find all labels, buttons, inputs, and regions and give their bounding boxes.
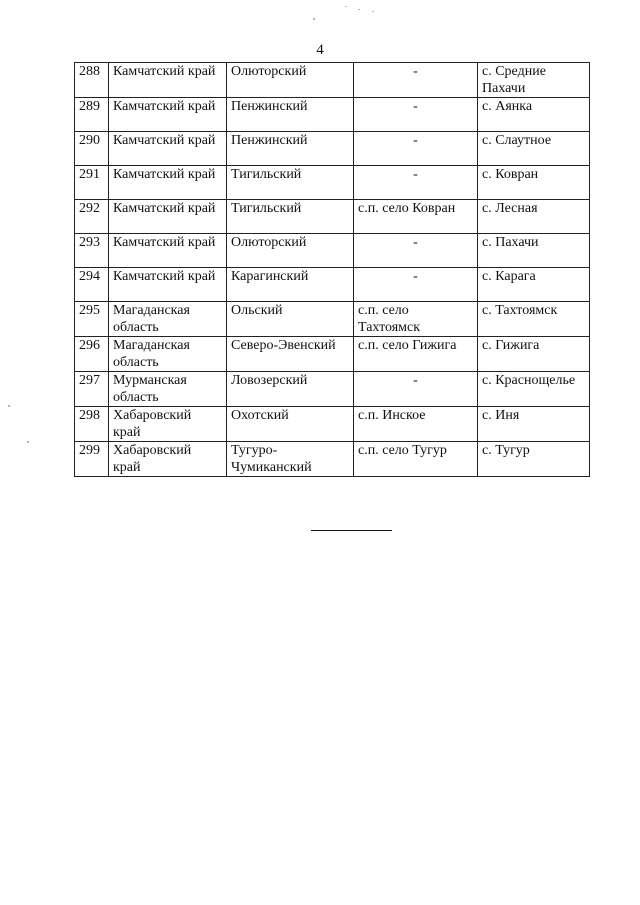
cell-number: 288: [75, 63, 109, 98]
cell-settlement: с. Гижига: [478, 337, 590, 372]
cell-settlement: с. Карага: [478, 268, 590, 302]
cell-settlement: с. Лесная: [478, 200, 590, 234]
cell-number: 297: [75, 372, 109, 407]
table-row: [75, 132, 590, 166]
cell-number: 289: [75, 98, 109, 132]
scan-speck: [372, 11, 374, 12]
scan-speck: [27, 441, 29, 443]
cell-number: 290: [75, 132, 109, 166]
cell-municipality: с.п. село Тугур: [354, 442, 478, 477]
cell-region: Камчатский край: [109, 234, 227, 268]
cell-region: Камчатский край: [109, 132, 227, 166]
table-row: [75, 200, 590, 234]
cell-municipality: -: [354, 98, 478, 132]
cell-district: Тигильский: [227, 166, 354, 200]
cell-region: Камчатский край: [109, 98, 227, 132]
cell-region: Камчатский край: [109, 268, 227, 302]
cell-municipality: -: [354, 268, 478, 302]
cell-settlement: с. Ковран: [478, 166, 590, 200]
cell-region: Камчатский край: [109, 166, 227, 200]
table-row: [75, 302, 590, 337]
cell-region: Магаданская область: [109, 302, 227, 337]
cell-district: Тигильский: [227, 200, 354, 234]
cell-district: Тугуро-Чумиканский: [227, 442, 354, 477]
cell-district: Пенжинский: [227, 132, 354, 166]
cell-municipality: с.п. село Тахтоямск: [354, 302, 478, 337]
cell-region: Мурманская область: [109, 372, 227, 407]
cell-district: Пенжинский: [227, 98, 354, 132]
cell-municipality: -: [354, 132, 478, 166]
cell-municipality: -: [354, 234, 478, 268]
cell-municipality: -: [354, 372, 478, 407]
table-row: [75, 234, 590, 268]
cell-municipality: с.п. село Ковран: [354, 200, 478, 234]
cell-region: Камчатский край: [109, 63, 227, 98]
end-of-document-rule: [311, 530, 392, 531]
cell-settlement: с. Пахачи: [478, 234, 590, 268]
cell-municipality: -: [354, 166, 478, 200]
table-row: [75, 442, 590, 477]
cell-number: 295: [75, 302, 109, 337]
cell-number: 299: [75, 442, 109, 477]
page-number: 4: [316, 42, 324, 58]
table-row: [75, 372, 590, 407]
cell-municipality: с.п. село Гижига: [354, 337, 478, 372]
cell-settlement: с. Иня: [478, 407, 590, 442]
cell-district: Ловозерский: [227, 372, 354, 407]
table-row: [75, 337, 590, 372]
table-row: [75, 63, 590, 98]
cell-district: Ольский: [227, 302, 354, 337]
scan-speck: [345, 6, 347, 7]
cell-settlement: с. Краснощелье: [478, 372, 590, 407]
table-row: [75, 98, 590, 132]
cell-municipality: с.п. Инское: [354, 407, 478, 442]
cell-district: Олюторский: [227, 234, 354, 268]
cell-settlement: с. Тугур: [478, 442, 590, 477]
cell-region: Камчатский край: [109, 200, 227, 234]
cell-region: Хабаровский край: [109, 407, 227, 442]
cell-number: 293: [75, 234, 109, 268]
table-row: [75, 407, 590, 442]
cell-municipality: -: [354, 63, 478, 98]
cell-region: Магаданская область: [109, 337, 227, 372]
cell-settlement: с. Тахтоямск: [478, 302, 590, 337]
cell-region: Хабаровский край: [109, 442, 227, 477]
scan-speck: [313, 18, 315, 20]
cell-number: 296: [75, 337, 109, 372]
cell-number: 298: [75, 407, 109, 442]
cell-district: Северо-Эвенский: [227, 337, 354, 372]
scan-speck: [8, 405, 10, 407]
table-row: [75, 268, 590, 302]
scan-speck: [358, 9, 360, 10]
table-body: [75, 63, 590, 477]
cell-district: Карагинский: [227, 268, 354, 302]
cell-number: 294: [75, 268, 109, 302]
cell-number: 292: [75, 200, 109, 234]
cell-settlement: с. Слаутное: [478, 132, 590, 166]
cell-settlement: с. Средние Пахачи: [478, 63, 590, 98]
cell-district: Олюторский: [227, 63, 354, 98]
settlements-table: [74, 62, 590, 477]
table-row: [75, 166, 590, 200]
cell-district: Охотский: [227, 407, 354, 442]
cell-settlement: с. Аянка: [478, 98, 590, 132]
cell-number: 291: [75, 166, 109, 200]
